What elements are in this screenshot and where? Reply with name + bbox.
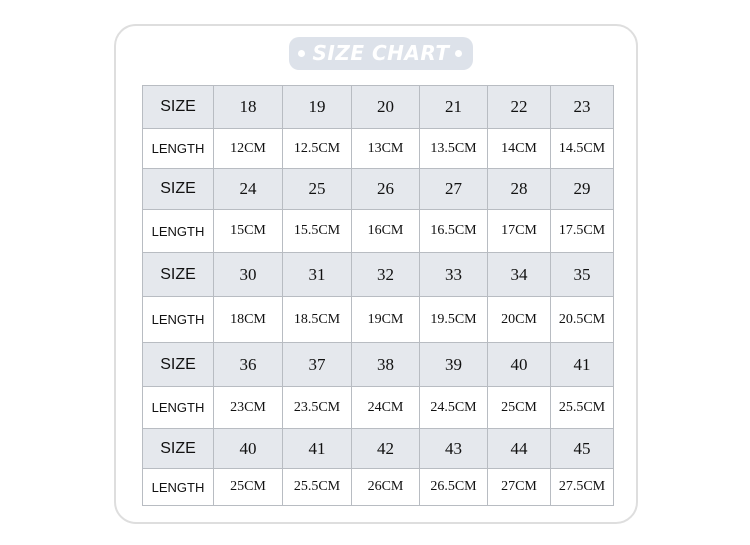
size-cell: 31 [283,253,352,297]
length-cell: 26CM [352,469,420,506]
size-chart-title: SIZE CHART [312,41,450,65]
length-cell: 23CM [214,387,283,429]
size-cell: 45 [551,429,614,469]
length-row [143,210,614,253]
length-cell: 19CM [352,297,420,343]
length-cell: 23.5CM [283,387,352,429]
length-cell: 18.5CM [283,297,352,343]
size-cell: 26 [352,169,420,210]
size-cell: 44 [488,429,551,469]
row-label: LENGTH [143,210,214,253]
size-cell: 28 [488,169,551,210]
size-cell: 41 [283,429,352,469]
size-cell: 34 [488,253,551,297]
length-row [143,297,614,343]
length-cell: 13.5CM [420,129,488,169]
length-cell: 12CM [214,129,283,169]
length-cell: 19.5CM [420,297,488,343]
size-cell: 41 [551,343,614,387]
row-label: LENGTH [143,469,214,506]
row-label: SIZE [143,169,214,210]
size-chart-table [142,85,614,506]
size-cell: 19 [283,86,352,129]
size-row [143,86,614,129]
dot-icon [455,50,462,57]
length-cell: 13CM [352,129,420,169]
size-row [143,429,614,469]
size-cell: 27 [420,169,488,210]
size-row [143,343,614,387]
length-cell: 24CM [352,387,420,429]
row-label: SIZE [143,429,214,469]
size-cell: 24 [214,169,283,210]
size-cell: 36 [214,343,283,387]
size-cell: 40 [488,343,551,387]
length-cell: 15CM [214,210,283,253]
size-cell: 35 [551,253,614,297]
row-label: LENGTH [143,297,214,343]
row-label: SIZE [143,253,214,297]
size-row [143,169,614,210]
length-cell: 16.5CM [420,210,488,253]
size-cell: 23 [551,86,614,129]
length-row [143,387,614,429]
length-cell: 25.5CM [283,469,352,506]
size-cell: 32 [352,253,420,297]
size-chart-title-badge [289,37,473,70]
length-cell: 15.5CM [283,210,352,253]
row-label: LENGTH [143,129,214,169]
length-cell: 20.5CM [551,297,614,343]
length-cell: 12.5CM [283,129,352,169]
length-cell: 16CM [352,210,420,253]
size-cell: 42 [352,429,420,469]
length-cell: 25CM [214,469,283,506]
length-row [143,469,614,506]
length-cell: 14CM [488,129,551,169]
size-row [143,253,614,297]
size-cell: 22 [488,86,551,129]
length-cell: 26.5CM [420,469,488,506]
row-label: SIZE [143,343,214,387]
size-cell: 20 [352,86,420,129]
length-cell: 27CM [488,469,551,506]
size-cell: 43 [420,429,488,469]
size-cell: 29 [551,169,614,210]
size-cell: 37 [283,343,352,387]
length-cell: 14.5CM [551,129,614,169]
length-cell: 20CM [488,297,551,343]
row-label: SIZE [143,86,214,129]
length-cell: 18CM [214,297,283,343]
size-cell: 18 [214,86,283,129]
length-cell: 27.5CM [551,469,614,506]
size-cell: 39 [420,343,488,387]
row-label: LENGTH [143,387,214,429]
size-cell: 40 [214,429,283,469]
size-cell: 21 [420,86,488,129]
size-cell: 38 [352,343,420,387]
length-cell: 25CM [488,387,551,429]
length-row [143,129,614,169]
length-cell: 25.5CM [551,387,614,429]
length-cell: 17CM [488,210,551,253]
size-cell: 30 [214,253,283,297]
size-cell: 33 [420,253,488,297]
length-cell: 24.5CM [420,387,488,429]
length-cell: 17.5CM [551,210,614,253]
size-cell: 25 [283,169,352,210]
